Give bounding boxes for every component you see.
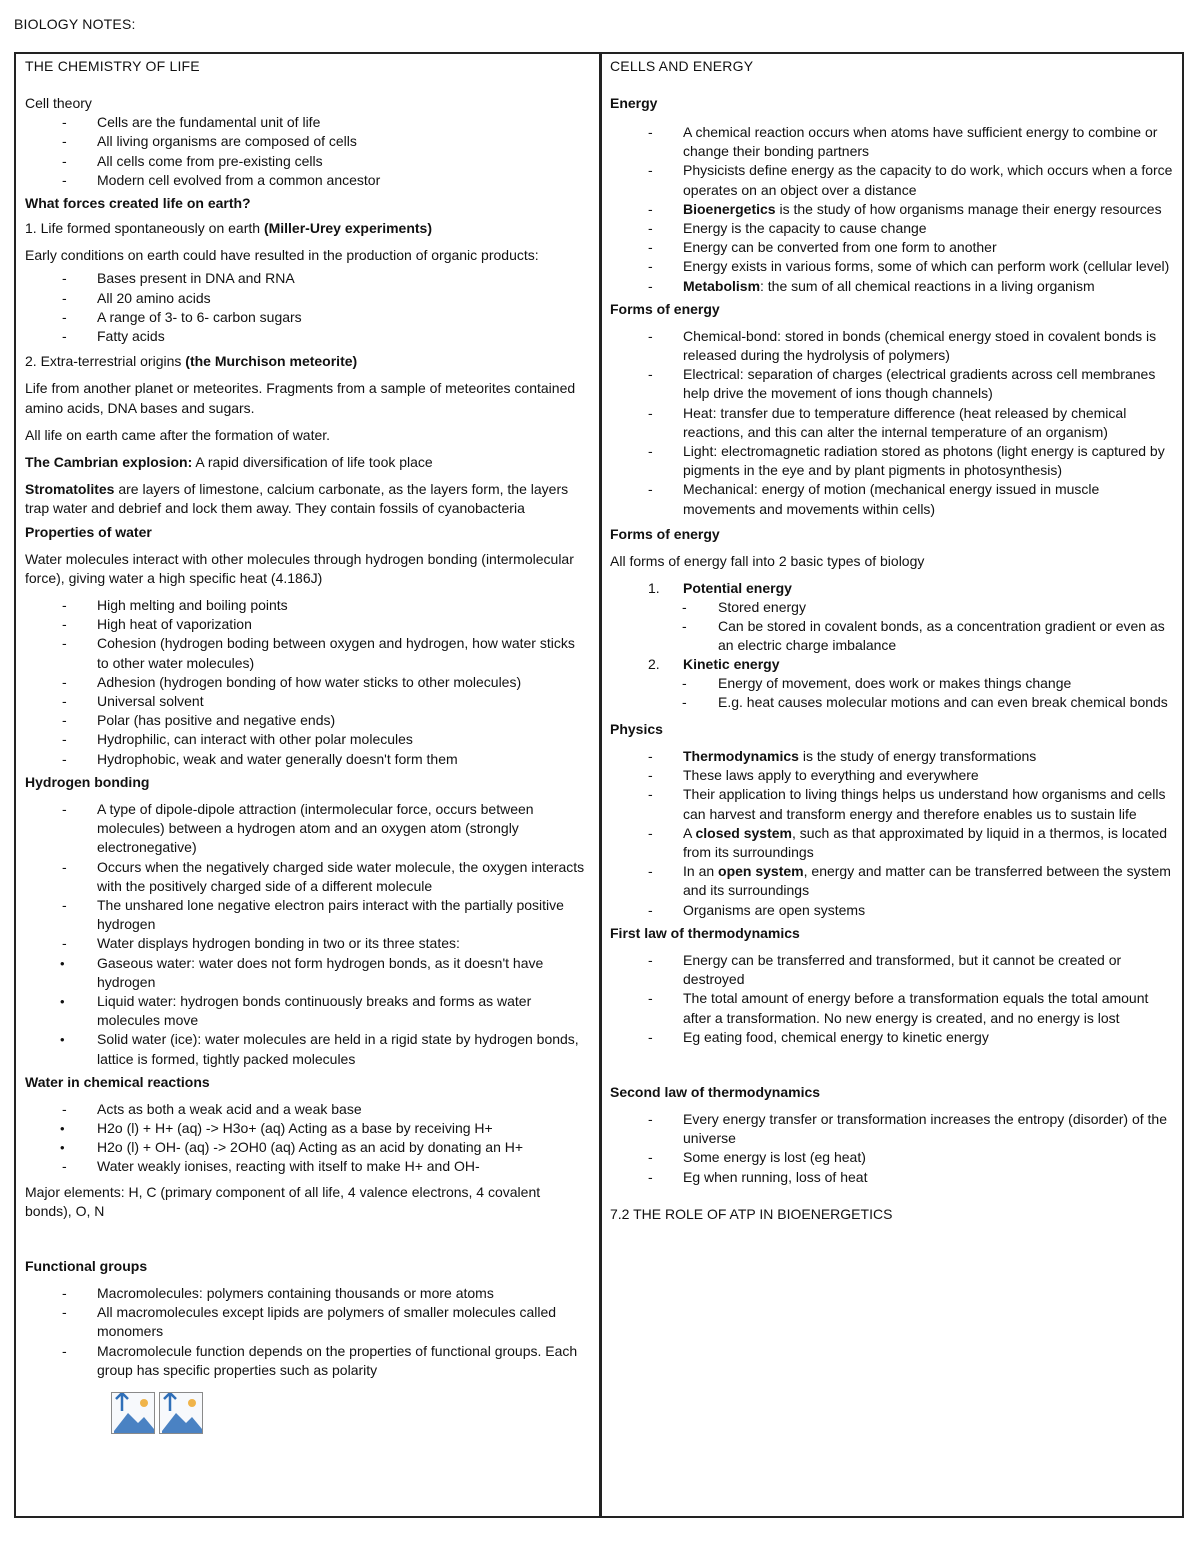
list-item: - Heat: transfer due to temperature difference (heat released by chemical reactions, and this can alter the internal temperature of an organism) <box>610 404 1173 442</box>
energy-list <box>610 123 1173 296</box>
list-item: - Stored energy <box>610 598 1173 617</box>
list-item: - Hydrophobic, weak and water generally doesn't form them <box>25 750 590 769</box>
closed-system-pre: A <box>683 824 696 841</box>
list-item: • H2o (l) + OH- (aq) -> 2OH0 (aq) Acting as an acid by donating an H+ <box>25 1138 590 1157</box>
list-item: - Chemical-bond: stored in bonds (chemical energy stoed in covalent bonds is released during the hydrolysis of polymers) <box>610 327 1173 365</box>
list-item: - Cohesion (hydrogen boding between oxygen and hydrogen, how water sticks to other water molecules) <box>25 634 590 672</box>
list-item: - Eg when running, loss of heat <box>610 1168 1173 1187</box>
second-law-heading: Second law of thermodynamics <box>610 1083 821 1100</box>
functional-groups-list <box>25 1284 590 1380</box>
cell-theory-list <box>25 113 590 190</box>
stromatolites <box>25 480 590 518</box>
water-intro: Water molecules interact with other molecules through hydrogen bonding (intermolecular force), giving water a high specific heat (4.186J) <box>25 550 574 586</box>
image-placeholder-icon[interactable] <box>159 1392 203 1434</box>
list-number: 2. <box>648 656 660 673</box>
forces-heading: What forces created life on earth? <box>25 195 251 212</box>
atp-section-title: 7.2 THE ROLE OF ATP IN BIOENERGETICS <box>610 1205 893 1222</box>
metabolism-bold: Metabolism <box>683 277 761 294</box>
list-item: - E.g. heat causes molecular motions and can even break chemical bonds <box>610 693 1173 712</box>
list-item: - These laws apply to everything and everywhere <box>610 766 1173 785</box>
bioenergetics-bold: Bioenergetics <box>683 200 776 217</box>
list-item: - Modern cell evolved from a common ancestor <box>25 171 590 190</box>
list-item <box>610 824 1173 862</box>
all-life-water: All life on earth came after the formation of water. <box>25 426 331 443</box>
first-law-heading: First law of thermodynamics <box>610 924 800 941</box>
chem-list-b <box>25 1119 590 1157</box>
list-item: - Occurs when the negatively charged side water molecule, the oxygen interacts with the positively charged side of a different molecule <box>25 858 590 896</box>
water-heading: Properties of water <box>25 523 152 540</box>
point-1 <box>25 219 590 238</box>
list-item: - Water displays hydrogen bonding in two or its three states: <box>25 934 590 953</box>
image-placeholders <box>111 1392 590 1434</box>
list-item: - Acts as both a weak acid and a weak base <box>25 1100 590 1119</box>
point-2-text: 2. Extra-terrestrial origins <box>25 353 186 370</box>
point-2 <box>25 352 590 371</box>
functional-groups-heading: Functional groups <box>25 1257 148 1274</box>
cambrian-explosion <box>25 453 590 472</box>
point-2-bold: (the Murchison meteorite) <box>185 353 358 370</box>
forms-of-energy-heading-1: Forms of energy <box>610 300 720 317</box>
energy-heading: Energy <box>610 95 658 111</box>
hbond-states-list <box>25 954 590 1069</box>
list-item: - Energy of movement, does work or makes things change <box>610 674 1173 693</box>
hbond-heading: Hydrogen bonding <box>25 773 150 790</box>
list-item <box>610 655 1173 712</box>
list-item: - Macromolecule function depends on the properties of functional groups. Each group has specific properties such as polarity <box>25 1342 590 1380</box>
list-item: • H2o (l) + H+ (aq) -> H3o+ (aq) Acting as a base by receiving H+ <box>25 1119 590 1138</box>
list-item: - Adhesion (hydrogen bonding of how water sticks to other molecules) <box>25 673 590 692</box>
list-item: - Their application to living things helps us understand how organisms and cells can harvest and transform energy and therefore enables us to sustain life <box>610 785 1173 823</box>
life-another-planet: Life from another planet or meteorites. Fragments from a sample of meteorites contained amino acids, DNA bases and sugars. <box>25 380 576 416</box>
bioenergetics-text: is the study of how organisms manage their energy resources <box>775 200 1162 217</box>
list-item: - All cells come from pre-existing cells <box>25 152 590 171</box>
list-item: • Solid water (ice): water molecules are held in a rigid state by hydrogen bonds, lattice is formed, tightly packed molecules <box>25 1030 590 1068</box>
thermodynamics-text: is the study of energy transformations <box>798 748 1037 765</box>
list-item: - High melting and boiling points <box>25 596 590 615</box>
section-title-chemistry: THE CHEMISTRY OF LIFE <box>25 58 200 74</box>
stromatolites-text: are layers of limestone, calcium carbonate, as the layers form, the layers trap water and debrief and lock them away. They contain fossils of cyanobacteria <box>25 481 569 517</box>
list-item: - Electrical: separation of charges (electrical gradients across cell membranes help drive the movement of ions though channels) <box>610 365 1173 403</box>
list-item: - Water weakly ionises, reacting with itself to make H+ and OH- <box>25 1157 590 1176</box>
list-item: - High heat of vaporization <box>25 615 590 634</box>
list-item: - A range of 3- to 6- carbon sugars <box>25 308 590 327</box>
energy-types-list <box>610 579 1173 712</box>
list-item <box>610 862 1173 900</box>
early-list <box>25 269 590 346</box>
list-item: - Hydrophilic, can interact with other polar molecules <box>25 730 590 749</box>
potential-energy-heading: Potential energy <box>683 580 792 597</box>
potential-list <box>683 598 1173 655</box>
list-item: - Every energy transfer or transformation increases the entropy (disorder) of the universe <box>610 1110 1173 1148</box>
chem-heading: Water in chemical reactions <box>25 1073 210 1090</box>
list-item: - Macromolecules: polymers containing thousands or more atoms <box>25 1284 590 1303</box>
second-law-list <box>610 1110 1173 1187</box>
thermodynamics-bold: Thermodynamics <box>683 748 799 765</box>
open-system-text: , energy and matter can be transferred between the system and its surroundings <box>683 863 1171 899</box>
left-column <box>16 54 602 1516</box>
forms-list <box>610 327 1173 519</box>
list-item: - The unshared lone negative electron pairs interact with the partially positive hydrogen <box>25 896 590 934</box>
metabolism-text: : the sum of all chemical reactions in a living organism <box>760 277 1095 294</box>
image-placeholder-icon[interactable] <box>111 1392 155 1434</box>
cambrian-text: A rapid diversification of life took place <box>192 454 433 471</box>
list-item: - Energy exists in various forms, some of which can perform work (cellular level) <box>610 257 1173 276</box>
list-item: - Cells are the fundamental unit of life <box>25 113 590 132</box>
list-item: - Light: electromagnetic radiation stored as photons (light energy is captured by pigments in the eye and by plant pigments in photosynthesis) <box>610 442 1173 480</box>
list-item: • Gaseous water: water does not form hydrogen bonds, as it doesn't have hydrogen <box>25 954 590 992</box>
early-conditions: Early conditions on earth could have resulted in the production of organic products: <box>25 247 539 264</box>
section-title-energy: CELLS AND ENERGY <box>610 58 754 74</box>
list-item: - A type of dipole-dipole attraction (intermolecular force, occurs between molecules) between a hydrogen atom and an oxygen atom (strongly electronegative) <box>25 800 590 858</box>
list-item: - A chemical reaction occurs when atoms have sufficient energy to combine or change their bonding partners <box>610 123 1173 161</box>
kinetic-energy-heading: Kinetic energy <box>683 656 780 673</box>
point-1-text: 1. Life formed spontaneously on earth <box>25 220 264 237</box>
list-item: - All 20 amino acids <box>25 289 590 308</box>
list-item <box>610 747 1173 766</box>
list-item: - Can be stored in covalent bonds, as a concentration gradient or even as an electric charge imbalance <box>610 617 1173 655</box>
list-item: - Mechanical: energy of motion (mechanical energy issued in muscle movements and movements within cells) <box>610 480 1173 518</box>
cell-theory-heading: Cell theory <box>25 95 92 111</box>
list-item <box>610 579 1173 655</box>
list-item: • Liquid water: hydrogen bonds continuously breaks and forms as water molecules move <box>25 992 590 1030</box>
open-system-bold: open system <box>718 863 804 880</box>
right-column <box>602 54 1182 1516</box>
cambrian-bold: The Cambrian explosion: <box>25 454 193 471</box>
hbond-list <box>25 800 590 954</box>
list-item: - Bases present in DNA and RNA <box>25 269 590 288</box>
list-item: - Energy can be transferred and transformed, but it cannot be created or destroyed <box>610 951 1173 989</box>
open-system-pre: In an <box>683 863 719 880</box>
first-law-list <box>610 951 1173 1047</box>
water-list <box>25 596 590 769</box>
list-item: - The total amount of energy before a transformation equals the total amount after a transformation. No new energy is created, and no energy is lost <box>610 989 1173 1027</box>
list-item: - All living organisms are composed of cells <box>25 132 590 151</box>
forms-intro: All forms of energy fall into 2 basic types of biology <box>610 552 925 569</box>
list-item: - Eg eating food, chemical energy to kinetic energy <box>610 1028 1173 1047</box>
list-item: - Universal solvent <box>25 692 590 711</box>
closed-system-bold: closed system <box>695 824 792 841</box>
notes-table <box>14 52 1184 1518</box>
forms-of-energy-heading-2: Forms of energy <box>610 525 720 542</box>
document-title: BIOLOGY NOTES: <box>14 16 136 32</box>
kinetic-list <box>683 674 1173 712</box>
closed-system-text: , such as that approximated by liquid in a thermos, is located from its surroundings <box>683 824 1168 861</box>
stromatolites-bold: Stromatolites <box>25 481 115 498</box>
list-item: - Energy can be converted from one form to another <box>610 238 1173 257</box>
list-item: - Some energy is lost (eg heat) <box>610 1148 1173 1167</box>
list-item: - All macromolecules except lipids are polymers of smaller molecules called monomers <box>25 1303 590 1341</box>
physics-list <box>610 747 1173 920</box>
chem-list-a <box>25 1100 590 1119</box>
list-item: - Fatty acids <box>25 327 590 346</box>
list-item <box>610 200 1173 219</box>
list-item: - Physicists define energy as the capacity to do work, which occurs when a force operates on an object over a distance <box>610 161 1173 199</box>
list-item: - Polar (has positive and negative ends) <box>25 711 590 730</box>
physics-heading: Physics <box>610 721 663 738</box>
major-elements: Major elements: H, C (primary component of all life, 4 valence electrons, 4 covalent bonds), O, N <box>25 1183 541 1219</box>
list-item <box>610 277 1173 296</box>
point-1-bold: (Miller-Urey experiments) <box>263 220 432 237</box>
list-item: - Organisms are open systems <box>610 901 1173 920</box>
list-number: 1. <box>648 580 660 597</box>
list-item: - Energy is the capacity to cause change <box>610 219 1173 238</box>
chem-list-c <box>25 1157 590 1176</box>
